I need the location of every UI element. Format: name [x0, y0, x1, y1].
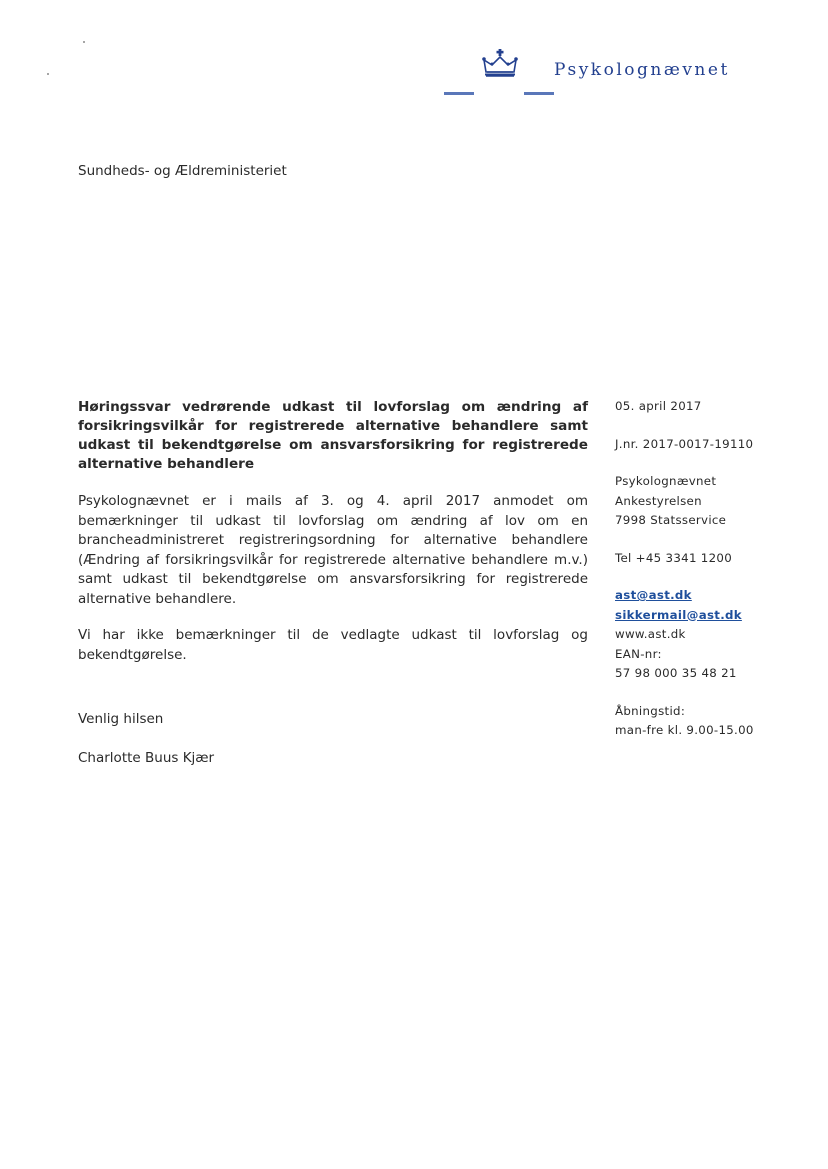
closing: Venlig hilsen	[78, 711, 164, 727]
ean-number: 57 98 000 35 48 21	[615, 666, 737, 680]
letter-body	[78, 398, 588, 665]
scan-speck	[47, 73, 49, 75]
secure-email-link[interactable]: sikkermail@ast.dk	[615, 607, 742, 622]
letter-date: 05. april 2017	[615, 399, 702, 413]
email-link[interactable]: ast@ast.dk	[615, 588, 692, 602]
recipient: Sundheds- og Ældreministeriet	[78, 163, 287, 179]
brand-name: Psykolognævnet	[554, 60, 730, 80]
website: www.ast.dk	[615, 627, 686, 641]
sender-org: Psykolognævnet	[615, 474, 717, 488]
body-paragraph: Psykolognævnet er i mails af 3. og 4. april 2017 anmodet om bemærkninger til udkast til lovforslag om ændring af lov om en brancheadministreret registreringsordning for alternative behandlere (Ændring af forsikringsvilkår for registrerede alternative behandlere m.v.) samt udkast til bekendtgørelse om ansvarsforsikring for registrerede alternative behandlere.	[78, 493, 588, 607]
signer-name: Charlotte Buus Kjær	[78, 750, 215, 766]
ean-label: EAN-nr:	[615, 646, 662, 661]
opening-hours: man-fre kl. 9.00-15.00	[615, 723, 754, 737]
letter-title: Høringssvar vedrørende udkast til lovforslag om ændring af forsikringsvilkår for registrerede alternative behandlere samt udkast til bekendtgørelse om ansvarsforsikring for registrerede alternative behandlere	[78, 399, 588, 472]
sender-info	[615, 397, 815, 741]
letterhead-logo	[480, 48, 800, 100]
sender-phone: Tel +45 3341 1200	[615, 550, 733, 565]
sender-agency: Ankestyrelsen	[615, 493, 702, 508]
scan-speck	[83, 41, 85, 43]
letterhead-bar-right	[524, 92, 554, 95]
body-paragraph: Vi har ikke bemærkninger til de vedlagte udkast til lovforslag og bekendtgørelse.	[78, 627, 588, 663]
hours-label: Åbningstid:	[615, 703, 686, 718]
letterhead-bar-left	[444, 92, 474, 95]
journal-number: J.nr. 2017-0017-19110	[615, 436, 754, 451]
sender-postal: 7998 Statsservice	[615, 513, 727, 527]
crown-icon	[480, 48, 520, 82]
